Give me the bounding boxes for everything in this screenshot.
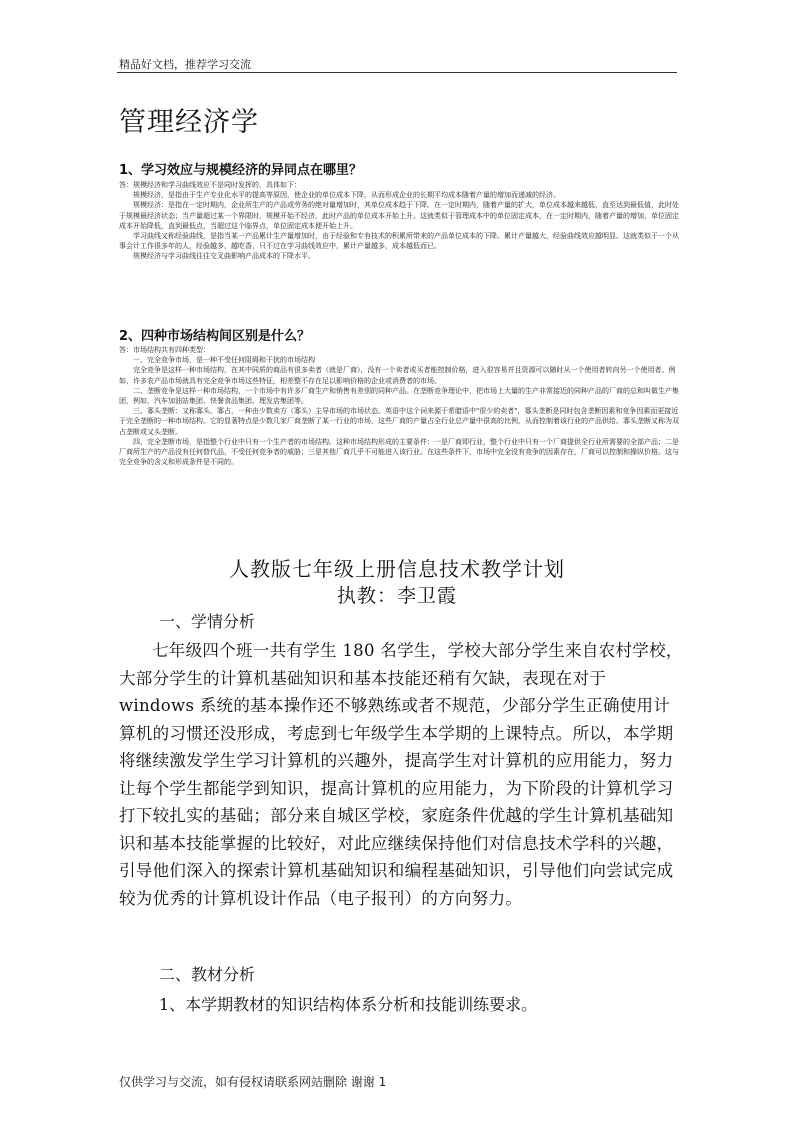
section-1-body: 七年级四个班一共有学生 180 名学生，学校大部分学生来自农村学校，大部分学生的计算机基础知识和基本技能还稍有欠缺，表现在对于 windows 系统的基本操作还不够熟练或者不规范，少部分学生正确使用计算机的习惯还没形成，考虑到七年级学生本学期的上课特点。所以，本学期将继续激发学生学习计算机的兴趣外，提高学生对计算机的应用能力，努力让每个学生都能学到知识，提高计算机的应用能力，为下阶段的计算机学习打下较扎实的基础；部分来自城区学校，家庭条件优越的学生计算机基础知识和基本技能掌握的比较好，对此应继续保持他们对信息技术学科的兴趣，引导他们深入的探索计算机基础知识和编程基础知识，引导他们向尝试完成较为优秀的计算机设计作品（电子报刊）的方向努力。 (119, 641, 683, 908)
answer-paragraph: 答：规模经济和学习曲线效应不是同时发挥的，具体如下： (119, 181, 301, 189)
answer-paragraph: 三、寡头垄断：又称寡头、寡占，一种由少数卖方（寡头）主导市场的市场状态。英语中这个词来源于希腊语中"很少的卖者"，寡头垄断是同时包含垄断因素和竞争因素而更接近于完全垄断的一种市场结构。它的显著特点是少数几家厂商垄断了某一行业的市场，这些厂商的产量占全行业总产量中很高的比例，从而控制着该行业的产品供给。寡头垄断又称为双占垄断或又头垄断。 (119, 407, 679, 436)
answer-paragraph: 学习曲线又称经验曲线，是指当某一产品累计生产量增加时，由于经验和专有技术的积累所带来的产品单位成本的下降。累计产量越大，经验曲线效应越明显。这就类似于一个从事会计工作很多年的人，经验越多，越吃香，只不过在学习曲线效应中，累计产量越多，成本越低而已。 (119, 232, 679, 251)
question-1-answer (119, 180, 679, 262)
section-2-heading: 二、教材分析 (159, 965, 256, 984)
answer-paragraph: 规模经济，是指由于生产专业化水平的提高等原因，使企业的单位成本下降，从而形成企业的长期平均成本随着产量的增加而递减的经济。 (133, 191, 560, 200)
teaching-plan-title: 人教版七年级上册信息技术教学计划 (229, 557, 565, 581)
answer-paragraph: 二、垄断竞争是这样一种市场结构，一个市场中有许多厂商生产和销售有差别的同种产品。在垄断竞争理论中，把市场上大量的生产非常接近的同种产品的厂商的总和叫做生产集团，例如，汽车加油站集团、快餐食品集团、理发店集团等。 (119, 386, 679, 406)
answer-paragraph: 答：市场结构共有四种类型： (119, 346, 210, 354)
teacher-name: 执教：李卫霞 (336, 585, 457, 607)
document-title: 管理经济学 (119, 107, 259, 138)
header-divider (117, 72, 677, 73)
answer-paragraph: 规模经济与学习曲线往往交叉曲影响产品成本的下降水平。 (133, 252, 315, 261)
question-1-heading: 1、学习效应与规模经济的异同点在哪里？ (119, 163, 363, 178)
header-note: 精品好文档，推荐学习交流 (119, 58, 251, 71)
answer-paragraph: 四、完全垄断市场，是指整个行业中只有一个生产者的市场结构。这种市场结构形成的主要条件：一是厂商即行业，整个行业中只有一个厂商提供全行业所需要的全部产品；二是厂商所生产的产品没有任何替代品，不受任何竞争者的威胁；三是其他厂商几乎不可能进入该行业。在这些条件下，市场中完全没有竞争的因素存在，厂商可以控制和操纵价格。这与完全竞争的含义和形成条件是不同的。 (119, 437, 679, 467)
question-2-answer (119, 345, 679, 467)
answer-paragraph: 一、完全竞争市场，是一种不受任何阻碍和干扰的市场结构 (133, 356, 315, 365)
section-2-item: 1、本学期教材的知识结构体系分析和技能训练要求。 (159, 995, 538, 1014)
answer-paragraph: 完全竞争是这样一种市场结构，在其中同质的商品有很多卖者（就是厂商），没有一个卖者或买者能控制价格，进入很容易并且资源可以随时从一个使用者转向另一个使用者。例如，许多农产品市场就具有完全竞争市场这些特征，相差整不存在足以影响价格的企业或消费者的市场。 (119, 366, 676, 385)
footer-note: 仅供学习与交流，如有侵权请联系网站删除 谢谢 1 (119, 1075, 387, 1089)
answer-paragraph: 规模经济：是指在一定时期内，企业所生产的产品或劳务的绝对量增加时，其单位成本趋于下降。在一定时期内，随着产量的扩大，单位成本越来越低，直至达到最低值，此时处于规模最经济状态；当产量超过某一个界限时，规模开始不经济，此时产品的单位成本开始上升。这就类似于管理成本中的单位固定成本，在一定时期内，随着产量的增加，单位固定成本开始降低，直到最低点，当超过这个临界点，单位固定成本便开始上升。 (119, 201, 679, 230)
question-2-heading: 2、四种市场结构间区别是什么？ (119, 329, 311, 344)
section-1-heading: 一、学情分析 (159, 612, 256, 631)
